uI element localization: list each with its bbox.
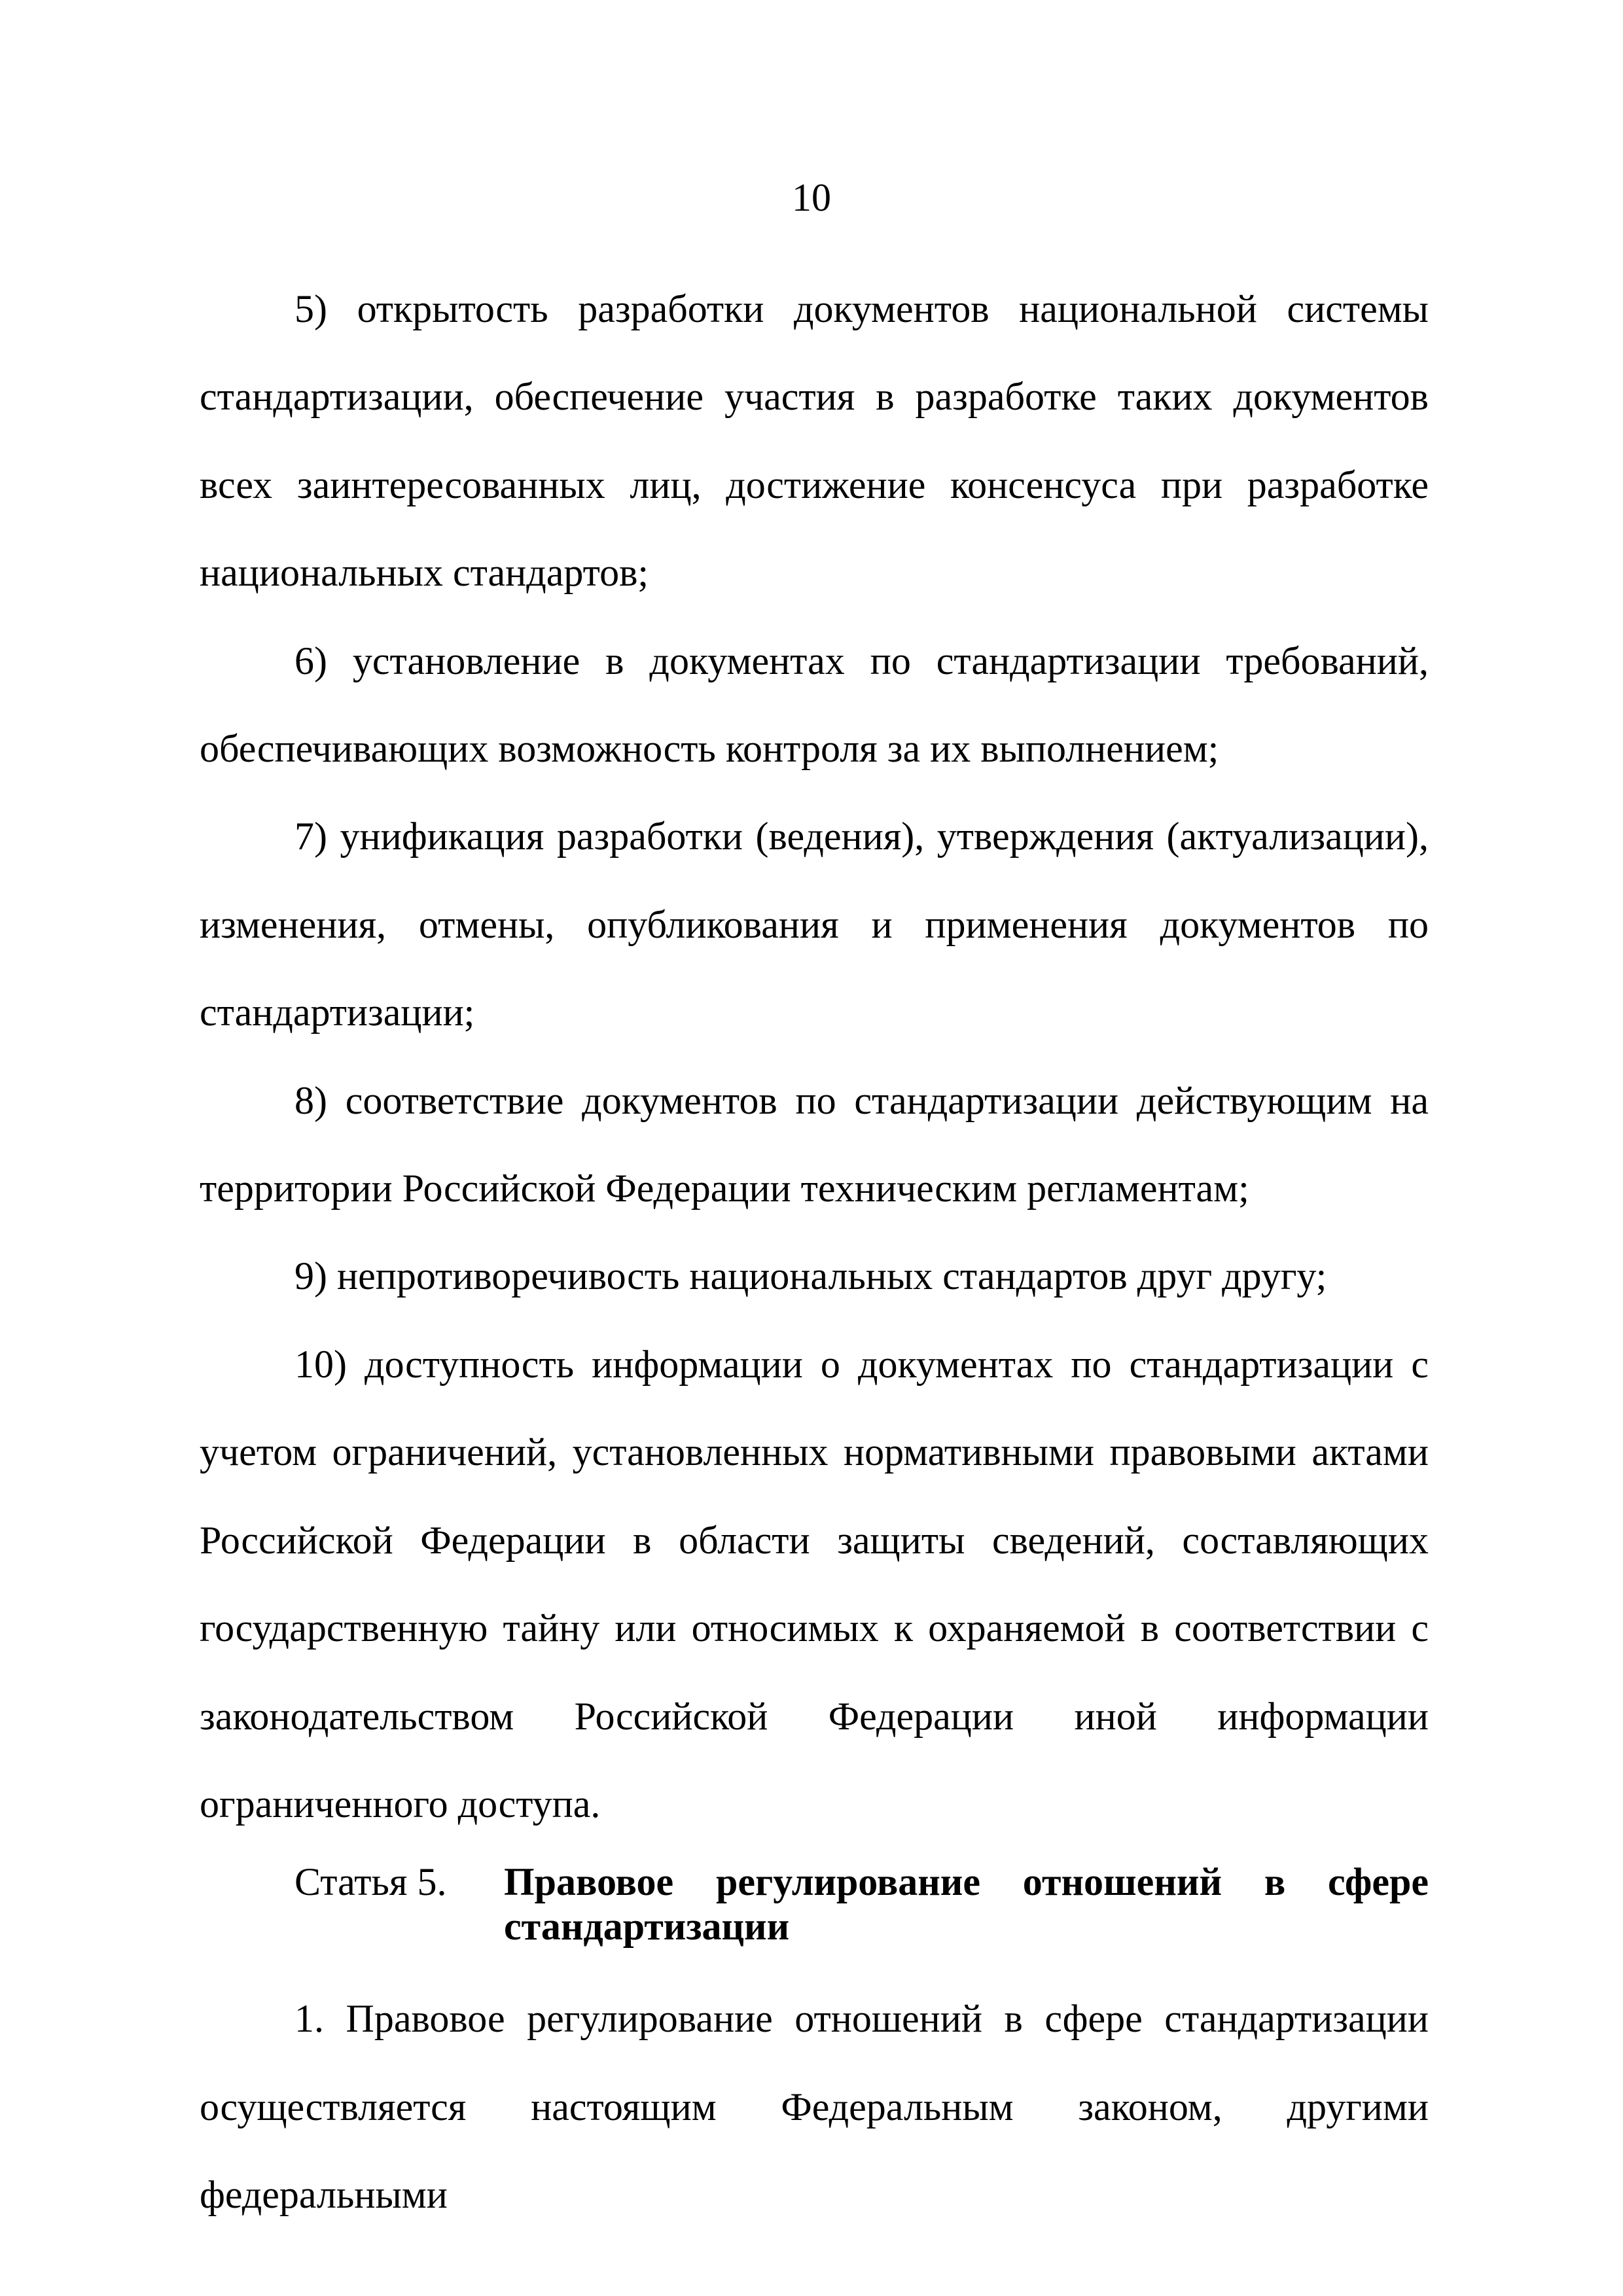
list-item-6: 6) установление в документах по стандартизации требований, обеспечивающих возможность контроля за их выполнением; xyxy=(200,639,1429,771)
list-item-8: 8) соответствие документов по стандартизации действующим на территории Российской Федерации техническим регламентам; xyxy=(200,1078,1429,1210)
list-item-9: 9) непротиворечивость национальных стандартов друг другу; xyxy=(294,1254,1327,1298)
page-number: 10 xyxy=(792,176,831,219)
list-item-5: 5) открытость разработки документов национальной системы стандартизации, обеспечение участия в разработке таких документов всех заинтересованных лиц, достижение консенсуса при разработке национальных стандартов; xyxy=(200,287,1429,595)
article-title: Правовое регулирование отношений в сфере стандартизации xyxy=(504,1860,1429,1949)
document-body xyxy=(200,265,1429,2239)
article-paragraph-1: 1. Правовое регулирование отношений в сфере стандартизации осуществляется настоящим Федеральным законом, другими федеральными xyxy=(200,1997,1429,2217)
list-item-10: 10) доступность информации о документах по стандартизации с учетом ограничений, установленных нормативными правовыми актами Российской Федерации в области защиты сведений, составляющих государственную тайну или относимых к охраняемой в соответствии с законодательством Российской Федерации иной информации ограниченного доступа. xyxy=(200,1342,1429,1826)
list-item-7: 7) унификация разработки (ведения), утверждения (актуализации), изменения, отмены, опубликования и применения документов по стандартизации; xyxy=(200,815,1429,1034)
article-heading xyxy=(200,1860,1429,1949)
article-label: Статья 5. xyxy=(294,1860,447,1904)
